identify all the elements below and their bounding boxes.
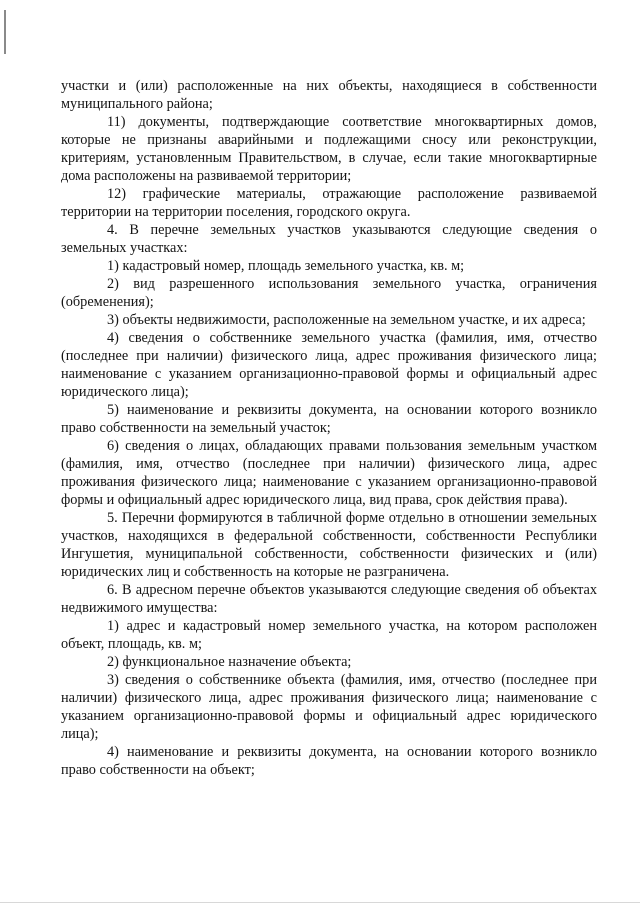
paragraph-s6-item-1: 1) адрес и кадастровый номер земельного участка, на котором расположен объект, площадь, кв. м; xyxy=(61,618,597,652)
scan-bottom-edge xyxy=(0,902,640,903)
paragraph-section-4: 4. В перечне земельных участков указываются следующие сведения о земельных участках: xyxy=(61,222,597,256)
paragraph-continuation: участки и (или) расположенные на них объекты, находящиеся в собственности муниципального района; xyxy=(61,78,597,112)
paragraph-s4-item-6: 6) сведения о лицах, обладающих правами пользования земельным участком (фамилия, имя, отчество (последнее при наличии) физического лица, адрес проживания физического лица; наименование с указанием организационно-правовой формы и официальный адрес юридического лица, вид права, срок действия права). xyxy=(61,438,597,508)
scan-edge-mark xyxy=(4,10,6,54)
paragraph-section-6: 6. В адресном перечне объектов указываются следующие сведения об объектах недвижимого имущества: xyxy=(61,582,597,616)
paragraph-s6-item-2: 2) функциональное назначение объекта; xyxy=(107,654,352,670)
paragraph-s4-item-2: 2) вид разрешенного использования земельного участка, ограничения (обременения); xyxy=(61,276,597,310)
paragraph-s6-item-3: 3) сведения о собственнике объекта (фамилия, имя, отчество (последнее при наличии) физического лица, адрес проживания физического лица; наименование с указанием организационно-правовой формы и официальный адрес юридического лица); xyxy=(61,672,597,742)
paragraph-item-12: 12) графические материалы, отражающие расположение развиваемой территории на территории поселения, городского округа. xyxy=(61,186,597,220)
document-page xyxy=(61,77,597,779)
paragraph-section-5: 5. Перечни формируются в табличной форме отдельно в отношении земельных участков, находящихся в федеральной собственности, собственности Республики Ингушетия, муниципальной собственности, собственности физических и (или) юридических лиц и собственность на которые не разграничена. xyxy=(61,510,597,580)
paragraph-item-11: 11) документы, подтверждающие соответствие многоквартирных домов, которые не признаны аварийными и подлежащими сносу или реконструкции, критериям, установленным Правительством, в случае, если такие многоквартирные дома расположены на развиваемой территории; xyxy=(61,114,597,184)
paragraph-s4-item-5: 5) наименование и реквизиты документа, на основании которого возникло право собственности на земельный участок; xyxy=(61,402,597,436)
paragraph-s6-item-4: 4) наименование и реквизиты документа, на основании которого возникло право собственности на объект; xyxy=(61,744,597,778)
paragraph-s4-item-3: 3) объекты недвижимости, расположенные на земельном участке, и их адреса; xyxy=(107,312,586,328)
paragraph-s4-item-4: 4) сведения о собственнике земельного участка (фамилия, имя, отчество (последнее при наличии) физического лица, адрес проживания физического лица; наименование с указанием организационно-правовой формы и официальный адрес юридического лица); xyxy=(61,330,597,400)
paragraph-s4-item-1: 1) кадастровый номер, площадь земельного участка, кв. м; xyxy=(107,258,465,274)
